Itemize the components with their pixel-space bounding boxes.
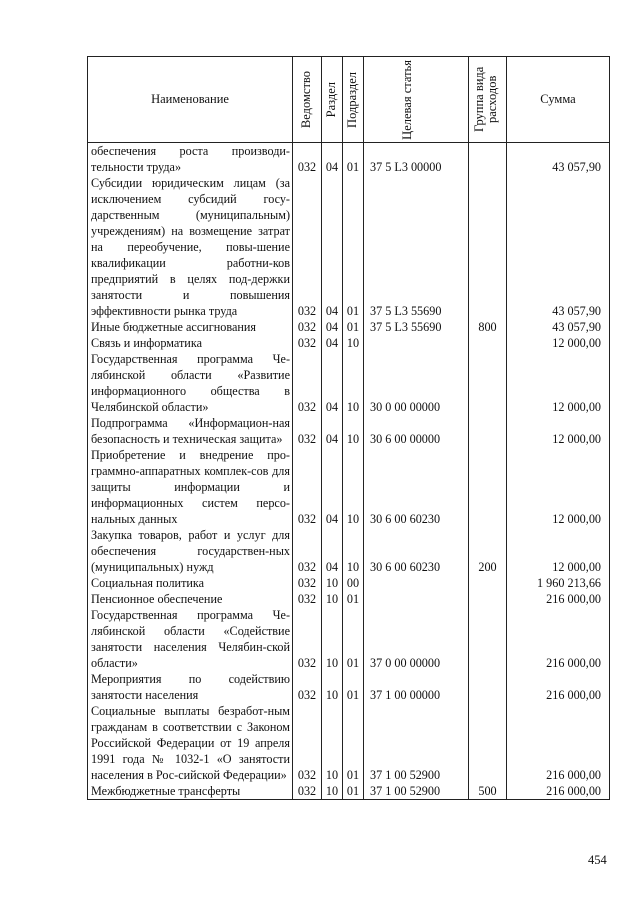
cell-gruppa	[469, 175, 507, 319]
cell-podrazdel: 10	[343, 335, 364, 351]
table-row	[88, 351, 610, 415]
table-row	[88, 319, 610, 335]
cell-razdel: 04	[322, 527, 343, 575]
cell-razdel: 04	[322, 447, 343, 527]
cell-razdel: 04	[322, 415, 343, 447]
header-tselevaya: Целевая статья	[364, 57, 469, 143]
cell-tselevaya	[364, 335, 469, 351]
cell-summa: 216 000,00	[507, 703, 610, 783]
table-header-row	[88, 57, 610, 143]
cell-razdel: 10	[322, 671, 343, 703]
cell-summa: 1 960 213,66	[507, 575, 610, 591]
cell-summa: 12 000,00	[507, 415, 610, 447]
cell-name: Мероприятия по содействию занятости населения	[88, 671, 293, 703]
cell-vedomstvo: 032	[293, 335, 322, 351]
cell-vedomstvo: 032	[293, 591, 322, 607]
table-row	[88, 447, 610, 527]
cell-gruppa	[469, 143, 507, 176]
cell-tselevaya: 30 6 00 00000	[364, 415, 469, 447]
cell-razdel: 04	[322, 351, 343, 415]
cell-razdel: 04	[322, 175, 343, 319]
cell-gruppa	[469, 351, 507, 415]
cell-summa: 216 000,00	[507, 607, 610, 671]
cell-vedomstvo: 032	[293, 175, 322, 319]
cell-podrazdel: 00	[343, 575, 364, 591]
header-summa: Сумма	[507, 57, 610, 143]
cell-razdel: 10	[322, 591, 343, 607]
cell-vedomstvo: 032	[293, 143, 322, 176]
table-row	[88, 175, 610, 319]
cell-podrazdel: 01	[343, 671, 364, 703]
cell-summa: 43 057,90	[507, 319, 610, 335]
cell-summa: 43 057,90	[507, 175, 610, 319]
cell-name: Приобретение и внедрение про-граммно-аппаратных комплек-сов для защиты информации и информационных систем персо-нальных данных	[88, 447, 293, 527]
cell-vedomstvo: 032	[293, 527, 322, 575]
cell-razdel: 04	[322, 143, 343, 176]
cell-name: Иные бюджетные ассигнования	[88, 319, 293, 335]
cell-name: Закупка товаров, работ и услуг для обеспечения государствен-ных (муниципальных) нужд	[88, 527, 293, 575]
cell-name: Субсидии юридическим лицам (за исключением субсидий госу-дарственным (муниципальным) учреждениям) на возмещение затрат на переобучение, повы-шение квалификации работни-ков предприятий в целях под-держки занятости и повышения эффективности рынка труда	[88, 175, 293, 319]
cell-podrazdel: 01	[343, 591, 364, 607]
cell-razdel: 10	[322, 703, 343, 783]
cell-gruppa: 500	[469, 783, 507, 800]
cell-name: обеспечения роста производи-тельности труда»	[88, 143, 293, 176]
cell-podrazdel: 01	[343, 175, 364, 319]
table-row	[88, 527, 610, 575]
cell-tselevaya	[364, 575, 469, 591]
cell-razdel: 10	[322, 783, 343, 800]
cell-vedomstvo: 032	[293, 415, 322, 447]
cell-vedomstvo: 032	[293, 319, 322, 335]
cell-summa: 12 000,00	[507, 335, 610, 351]
cell-podrazdel: 10	[343, 351, 364, 415]
cell-summa: 12 000,00	[507, 527, 610, 575]
header-gruppa: Группа вида расходов	[469, 57, 507, 143]
cell-tselevaya: 37 5 L3 00000	[364, 143, 469, 176]
budget-document	[87, 56, 609, 800]
cell-vedomstvo: 032	[293, 671, 322, 703]
cell-razdel: 10	[322, 607, 343, 671]
cell-gruppa: 200	[469, 527, 507, 575]
cell-vedomstvo: 032	[293, 783, 322, 800]
cell-gruppa	[469, 591, 507, 607]
cell-tselevaya: 30 6 00 60230	[364, 527, 469, 575]
cell-gruppa	[469, 671, 507, 703]
cell-razdel: 04	[322, 335, 343, 351]
budget-table	[87, 56, 610, 800]
cell-summa: 43 057,90	[507, 143, 610, 176]
cell-summa: 216 000,00	[507, 783, 610, 800]
header-name: Наименование	[88, 57, 293, 143]
cell-tselevaya: 37 1 00 52900	[364, 783, 469, 800]
cell-tselevaya: 37 5 L3 55690	[364, 319, 469, 335]
cell-tselevaya: 37 1 00 52900	[364, 703, 469, 783]
cell-podrazdel: 01	[343, 607, 364, 671]
cell-tselevaya: 37 0 00 00000	[364, 607, 469, 671]
cell-vedomstvo: 032	[293, 351, 322, 415]
cell-name: Государственная программа Че-лябинской области «Содействие занятости населения Челябин-ской области»	[88, 607, 293, 671]
cell-podrazdel: 10	[343, 415, 364, 447]
cell-name: Подпрограмма «Информацион-ная безопасность и техническая защита»	[88, 415, 293, 447]
cell-name: Связь и информатика	[88, 335, 293, 351]
cell-summa: 12 000,00	[507, 351, 610, 415]
table-row	[88, 783, 610, 800]
cell-podrazdel: 01	[343, 703, 364, 783]
cell-summa: 12 000,00	[507, 447, 610, 527]
cell-tselevaya	[364, 591, 469, 607]
cell-podrazdel: 01	[343, 143, 364, 176]
cell-vedomstvo: 032	[293, 575, 322, 591]
header-razdel: Раздел	[322, 57, 343, 143]
cell-gruppa: 800	[469, 319, 507, 335]
cell-tselevaya: 30 0 00 00000	[364, 351, 469, 415]
cell-podrazdel: 01	[343, 319, 364, 335]
table-row	[88, 703, 610, 783]
table-row	[88, 143, 610, 176]
cell-gruppa	[469, 703, 507, 783]
cell-razdel: 04	[322, 319, 343, 335]
table-row	[88, 415, 610, 447]
cell-podrazdel: 01	[343, 783, 364, 800]
cell-gruppa	[469, 607, 507, 671]
table-row	[88, 671, 610, 703]
cell-razdel: 10	[322, 575, 343, 591]
cell-tselevaya: 30 6 00 60230	[364, 447, 469, 527]
cell-gruppa	[469, 415, 507, 447]
cell-name: Пенсионное обеспечение	[88, 591, 293, 607]
cell-vedomstvo: 032	[293, 607, 322, 671]
cell-name: Межбюджетные трансферты	[88, 783, 293, 800]
cell-vedomstvo: 032	[293, 703, 322, 783]
cell-name: Социальные выплаты безработ-ным гражданам в соответствии с Законом Российской Федерации от 19 апреля 1991 года № 1032-1 «О занятости населения в Рос-сийской Федерации»	[88, 703, 293, 783]
header-vedomstvo: Ведомство	[293, 57, 322, 143]
cell-tselevaya: 37 5 L3 55690	[364, 175, 469, 319]
cell-summa: 216 000,00	[507, 671, 610, 703]
cell-tselevaya: 37 1 00 00000	[364, 671, 469, 703]
cell-gruppa	[469, 447, 507, 527]
cell-podrazdel: 10	[343, 447, 364, 527]
cell-podrazdel: 10	[343, 527, 364, 575]
cell-gruppa	[469, 335, 507, 351]
cell-name: Социальная политика	[88, 575, 293, 591]
cell-gruppa	[469, 575, 507, 591]
cell-summa: 216 000,00	[507, 591, 610, 607]
page-number: 454	[588, 853, 607, 867]
header-podrazdel: Подраздел	[343, 57, 364, 143]
table-row	[88, 575, 610, 591]
cell-vedomstvo: 032	[293, 447, 322, 527]
table-row	[88, 607, 610, 671]
table-body	[88, 143, 610, 800]
cell-name: Государственная программа Че-лябинской области «Развитие информационного общества в Челябинской области»	[88, 351, 293, 415]
table-row	[88, 335, 610, 351]
table-row	[88, 591, 610, 607]
